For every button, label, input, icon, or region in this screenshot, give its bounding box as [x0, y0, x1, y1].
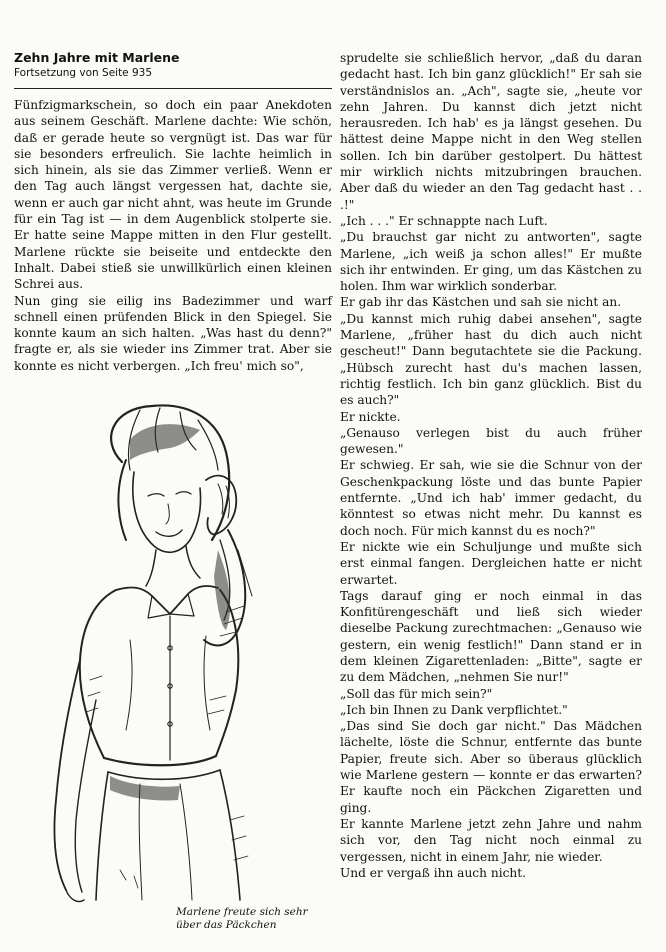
paragraph: Fünfzigmarkschein, so doch ein paar Anekdoten aus seinem Geschäft. Marlene dachte: Wie schön, daß er gerade heute so vergnügt ist. Das war für sie besonders erfreulich. Sie lachte heimlich in sich hinein, als sie das Zimmer verließ. Wenn er den Tag auch längst vergessen hat, dachte sie, wenn er auch gar nicht ahnt, was heute im Grunde für ein Tag ist — in dem Augenblick stolperte sie. Er hatte seine Mappe mitten in den Flur gestellt. Marlene rückte sie beiseite und entdeckte den Inhalt. Dabei stieß sie unwillkürlich einen kleinen Schrei aus. — [14, 98, 332, 292]
article-title: Zehn Jahre mit Marlene — [14, 50, 180, 65]
paragraph: Er schwieg. Er sah, wie sie die Schnur von der Geschenkpackung löste und das bunte Papier entfernte. „Und ich hab' immer gedacht, du könntest so etwas nicht mehr. Du kannst es doch noch. Für mich kannst du es noch?" — [340, 458, 642, 538]
paragraph: „Genauso verlegen bist du auch früher gewesen." — [340, 425, 642, 457]
left-column — [14, 50, 332, 374]
paragraph: „Du kannst mich ruhig dabei ansehen", sagte Marlene, „früher hast du dich auch nicht gescheut!" Dann begutachtete sie die Packung. „Hübsch zurecht hast du's machen lassen, richtig festlich. Ich bin ganz glücklich. Bist du es auch?" — [340, 311, 642, 408]
paragraph: Tags darauf ging er noch einmal in das Konfitürengeschäft und ließ sich wieder dieselbe Packung zurechtmachen: „Genauso wie gestern, ein wenig festlich!" Dann stand er in dem kleinen Zigarettenladen: „Bitte", sagte er zu dem Mädchen, „nehmen Sie nur!" — [340, 588, 642, 685]
paragraph: „Ich bin Ihnen zu Dank verpflichtet." — [340, 702, 568, 717]
title-divider — [14, 88, 332, 89]
paragraph: sprudelte sie schließlich hervor, „daß du daran gedacht hast. Ich bin ganz glücklich!" Er sah sie verständnislos an. „Ach", sagte sie, „heute vor zehn Jahren. Du kannst dich jetzt nicht herausreden. Ich hab' es ja längst gesehen. Du hättest deine Mappe nicht in den Weg stellen sollen. Ich bin darüber gestolpert. Du hättest mir wirklich nichts mitzubringen brauchen. Aber daß du wieder an den Tag gedacht hast . . .!" — [340, 51, 642, 212]
paragraph: „Du brauchst gar nicht zu antworten", sagte Marlene, „ich weiß ja schon alles!" Er mußte sich ihr entwinden. Er ging, um das Kästchen zu holen. Ihm war wirklich sonderbar. — [340, 230, 642, 294]
paragraph: Er nickte. — [340, 409, 401, 424]
continuation-note: Fortsetzung von Seite 935 — [14, 67, 153, 79]
paragraph: „Ich . . ." Er schnappte nach Luft. — [340, 213, 548, 228]
paragraph: Er gab ihr das Kästchen und sah sie nicht an. — [340, 295, 622, 310]
paragraph: Er kannte Marlene jetzt zehn Jahre und nahm sich vor, den Tag nicht noch einmal zu vergessen, nicht in einem Jahr, nie wieder. — [340, 816, 642, 864]
figure-caption: Marlene freute sich sehr über das Päckchen — [176, 906, 308, 931]
illustration-woman-sketch — [30, 400, 330, 910]
paragraph: Er nickte wie ein Schuljunge und mußte sich erst einmal fangen. Dergleichen hatte er nicht erwartet. — [340, 539, 642, 587]
paragraph: „Soll das für mich sein?" — [340, 686, 493, 701]
paragraph: Und er vergaß ihn auch nicht. — [340, 865, 527, 880]
paragraph: „Das sind Sie doch gar nicht." Das Mädchen lächelte, löste die Schnur, entfernte das bunte Papier, freute sich. Aber so überaus glücklich wie Marlene gestern — konnte er das erwarten? Er kaufte noch ein Päckchen Zigaretten und ging. — [340, 719, 642, 815]
paragraph: Nun ging sie eilig ins Badezimmer und warf schnell einen prüfenden Blick in den Spiegel. Sie konnte kaum an sich halten. „Was hast du denn?" fragte er, als sie wieder ins Zimmer trat. Aber sie konnte es nicht verbergen. „Ich freu' mich so", — [14, 293, 332, 373]
right-column — [340, 50, 642, 881]
